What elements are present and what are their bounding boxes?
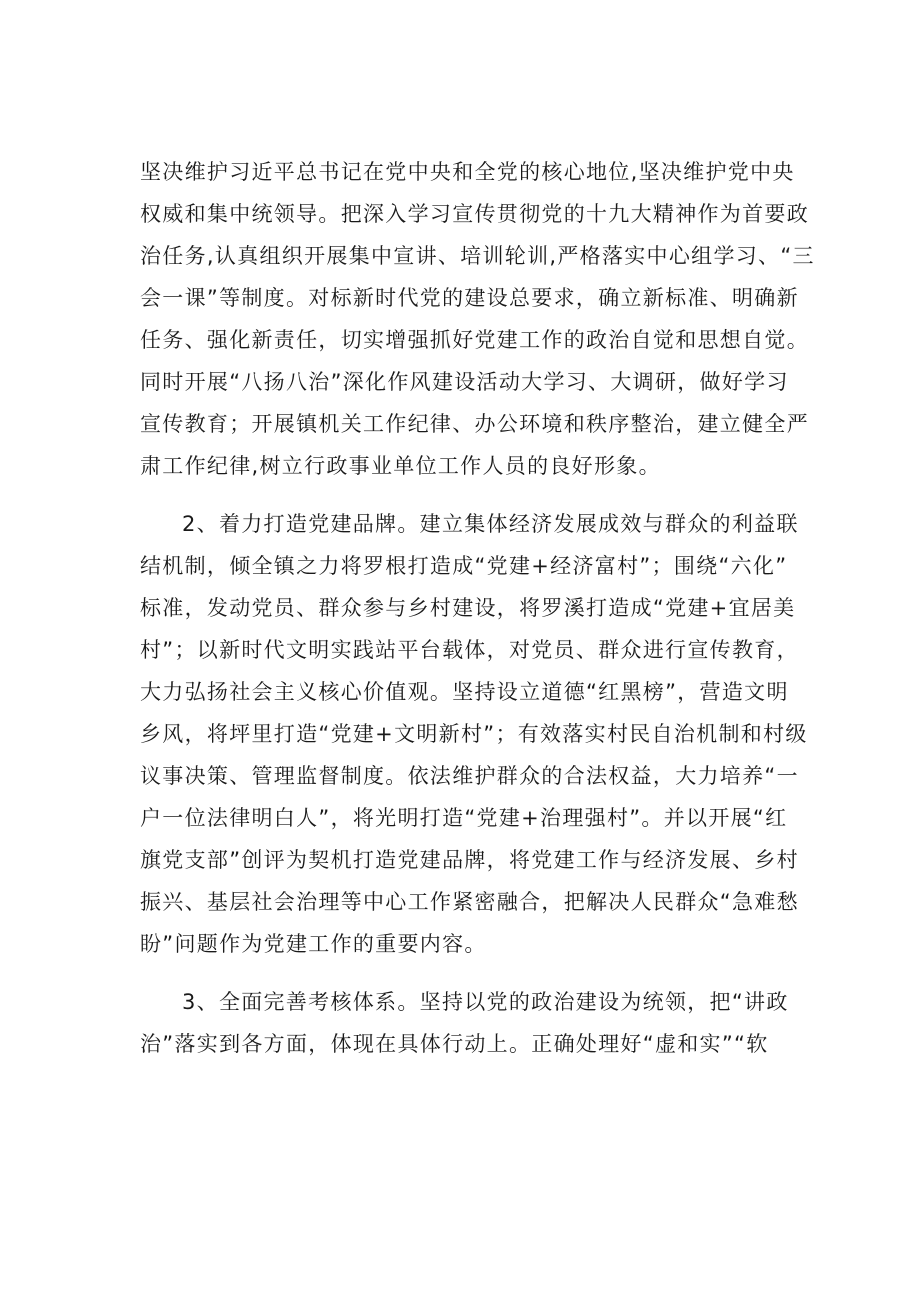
text-line: 户一位法律明白人”，将光明打造“党建+治理强村”。并以开展“红 [140, 806, 788, 830]
text-line: 治任务,认真组织开展集中宣讲、培训轮训,严格落实中心组学习、“三 [140, 244, 815, 268]
text-line: 宣传教育；开展镇机关工作纪律、办公环境和秩序整治，建立健全严 [140, 412, 809, 436]
text-line: 任务、强化新责任，切实增强抓好党建工作的政治自觉和思想自觉。 [140, 328, 809, 352]
text-line: 2、着力打造党建品牌。建立集体经济发展成效与群众的利益联 [182, 512, 799, 536]
text-line: 会一课”等制度。对标新时代党的建设总要求，确立新标准、明确新 [140, 286, 799, 310]
text-line: 旗党支部”创评为契机打造党建品牌，将党建工作与经济发展、乡村 [140, 848, 799, 872]
text-line: 村”；以新时代文明实践站平台载体，对党员、群众进行宣传教育， [140, 638, 799, 662]
text-line: 肃工作纪律,树立行政事业单位工作人员的良好形象。 [140, 454, 661, 478]
text-line: 3、全面完善考核体系。坚持以党的政治建设为统领，把“讲政 [182, 990, 789, 1014]
text-line: 结机制，倾全镇之力将罗根打造成“党建+经济富村”；围绕“六化” [140, 554, 788, 578]
text-line: 乡风，将坪里打造“党建+文明新村”；有效落实村民自治机制和村级 [140, 722, 808, 746]
text-line: 振兴、基层社会治理等中心工作紧密融合，把解决人民群众“急难愁 [140, 890, 799, 914]
text-line: 盼”问题作为党建工作的重要内容。 [140, 932, 487, 956]
text-line: 权威和集中统领导。把深入学习宣传贯彻党的十九大精神作为首要政 [140, 202, 809, 226]
text-line: 议事决策、管理监督制度。依法维护群众的合法权益，大力培养“一 [140, 764, 799, 788]
text-line: 大力弘扬社会主义核心价值观。坚持设立道德“红黑榜”，营造文明 [140, 680, 789, 704]
text-line: 同时开展“八扬八治”深化作风建设活动大学习、大调研，做好学习 [140, 370, 789, 394]
text-line: 坚决维护习近平总书记在党中央和全党的核心地位,坚决维护党中央 [140, 160, 795, 184]
text-line: 治”落实到各方面，体现在具体行动上。正确处理好“虚和实”“软 [140, 1032, 769, 1056]
text-line: 标准，发动党员、群众参与乡村建设，将罗溪打造成“党建+宜居美 [140, 596, 796, 620]
